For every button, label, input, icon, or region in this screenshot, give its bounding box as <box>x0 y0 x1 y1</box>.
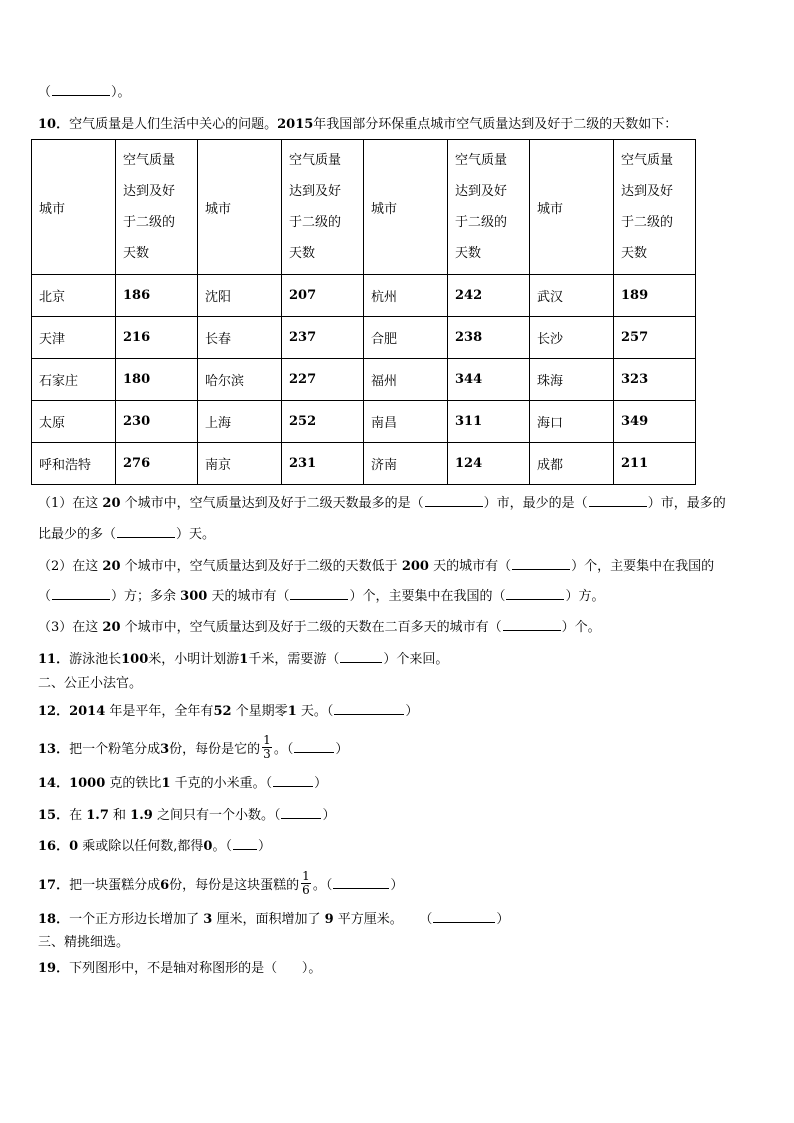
day-count: 242 <box>448 275 530 317</box>
answer-blank[interactable] <box>281 805 321 819</box>
city-name: 哈尔滨 <box>198 359 282 401</box>
question-19: 19．下列图形中，不是轴对称图形的是（ ）。 <box>38 961 322 976</box>
question-17: 17．把一块蛋糕分成6份，每份是这块蛋糕的 $\frac{1}{6}$ 。（ ） <box>38 869 404 897</box>
answer-blank[interactable] <box>503 617 561 631</box>
air-quality-table <box>31 139 696 485</box>
day-count: 323 <box>614 359 696 401</box>
question-15: 15．在 1.7 和 1.9 之间只有一个小数。（ ） <box>38 805 335 825</box>
subquestion-2-line-1: （2）在这 20 个城市中，空气质量达到及好于二级的天数低于 200 天的城市有（ ）个，主要集中在我国的 <box>38 556 714 576</box>
subquestion-1-line-2: 比最少的多（ ）天。 <box>38 524 215 544</box>
answer-blank[interactable] <box>52 82 110 96</box>
question-14: 14．1000 克的铁比1 千克的小米重。（ ） <box>38 773 327 793</box>
table-row <box>32 359 696 401</box>
city-name: 福州 <box>364 359 448 401</box>
answer-blank[interactable] <box>512 556 570 570</box>
city-name: 武汉 <box>530 275 614 317</box>
day-count: 344 <box>448 359 530 401</box>
question-10: 10．空气质量是人们生活中关心的问题。2015年我国部分环保重点城市空气质量达到及好于二级的天数如下： <box>38 117 678 132</box>
answer-blank[interactable] <box>334 701 404 715</box>
city-name: 南京 <box>198 443 282 485</box>
table-row <box>32 443 696 485</box>
city-name: 成都 <box>530 443 614 485</box>
fraction-one-third: $\frac{1}{3}$ <box>263 733 271 761</box>
day-count: 207 <box>282 275 364 317</box>
day-count: 186 <box>116 275 198 317</box>
question-18: 18．一个正方形边长增加了 3 厘米，面积增加了 9 平方厘米。 （ ） <box>38 909 509 929</box>
city-name: 长沙 <box>530 317 614 359</box>
city-name: 济南 <box>364 443 448 485</box>
section-2-heading: 二、公正小法官。 <box>38 676 143 691</box>
section-3-heading: 三、精挑细选。 <box>38 935 130 950</box>
answer-blank[interactable] <box>290 586 348 600</box>
city-name: 上海 <box>198 401 282 443</box>
answer-blank[interactable] <box>506 586 564 600</box>
city-name: 长春 <box>198 317 282 359</box>
answer-blank[interactable] <box>340 649 382 663</box>
header-days: 空气质量 达到及好 于二级的 天数 <box>448 140 530 275</box>
question-16: 16．0 乘或除以任何数,都得0。（ ） <box>38 836 271 856</box>
header-city: 城市 <box>530 140 614 275</box>
city-name: 呼和浩特 <box>32 443 116 485</box>
answer-blank[interactable] <box>433 909 495 923</box>
header-days: 空气质量 达到及好 于二级的 天数 <box>282 140 364 275</box>
header-city: 城市 <box>32 140 116 275</box>
answer-blank[interactable] <box>425 493 483 507</box>
city-name: 太原 <box>32 401 116 443</box>
question-12: 12．2014 年是平年，全年有52 个星期零1 天。（ ） <box>38 701 418 721</box>
day-count: 180 <box>116 359 198 401</box>
subquestion-2-line-2: （ ）方；多余 300 天的城市有（ ）个，主要集中在我国的（ ）方。 <box>38 586 605 606</box>
table-row <box>32 275 696 317</box>
day-count: 237 <box>282 317 364 359</box>
table-row <box>32 317 696 359</box>
answer-blank[interactable] <box>294 739 334 753</box>
city-name: 沈阳 <box>198 275 282 317</box>
city-name: 北京 <box>32 275 116 317</box>
day-count: 124 <box>448 443 530 485</box>
subquestion-3: （3）在这 20 个城市中，空气质量达到及好于二级的天数在二百多天的城市有（ ）个。 <box>38 617 601 637</box>
day-count: 349 <box>614 401 696 443</box>
city-name: 杭州 <box>364 275 448 317</box>
day-count: 230 <box>116 401 198 443</box>
day-count: 216 <box>116 317 198 359</box>
answer-blank[interactable] <box>52 586 110 600</box>
header-city: 城市 <box>198 140 282 275</box>
answer-blank[interactable] <box>117 524 175 538</box>
answer-blank[interactable] <box>333 875 389 889</box>
day-count: 311 <box>448 401 530 443</box>
day-count: 252 <box>282 401 364 443</box>
question-11: 11．游泳池长100米，小明计划游1千米，需要游（ ）个来回。 <box>38 649 448 669</box>
question-13: 13．把一个粉笔分成3份，每份是它的 $\frac{1}{3}$ 。（ ） <box>38 733 349 761</box>
day-count: 238 <box>448 317 530 359</box>
header-days: 空气质量 达到及好 于二级的 天数 <box>614 140 696 275</box>
city-name: 南昌 <box>364 401 448 443</box>
day-count: 227 <box>282 359 364 401</box>
day-count: 276 <box>116 443 198 485</box>
city-name: 石家庄 <box>32 359 116 401</box>
table-header-row <box>32 140 696 275</box>
city-name: 合肥 <box>364 317 448 359</box>
subquestion-1-line-1: （1）在这 20 个城市中，空气质量达到及好于二级天数最多的是（ ）市，最少的是（ ）市，最多的 <box>38 493 726 513</box>
day-count: 257 <box>614 317 696 359</box>
city-name: 天津 <box>32 317 116 359</box>
prev-answer-line: （ ）。 <box>38 82 131 102</box>
day-count: 231 <box>282 443 364 485</box>
city-name: 珠海 <box>530 359 614 401</box>
day-count: 211 <box>614 443 696 485</box>
header-city: 城市 <box>364 140 448 275</box>
table-row <box>32 401 696 443</box>
fraction-one-sixth: $\frac{1}{6}$ <box>302 869 310 897</box>
header-days: 空气质量 达到及好 于二级的 天数 <box>116 140 198 275</box>
answer-blank[interactable] <box>233 836 257 850</box>
city-name: 海口 <box>530 401 614 443</box>
day-count: 189 <box>614 275 696 317</box>
answer-blank[interactable] <box>273 773 313 787</box>
answer-blank[interactable] <box>589 493 647 507</box>
